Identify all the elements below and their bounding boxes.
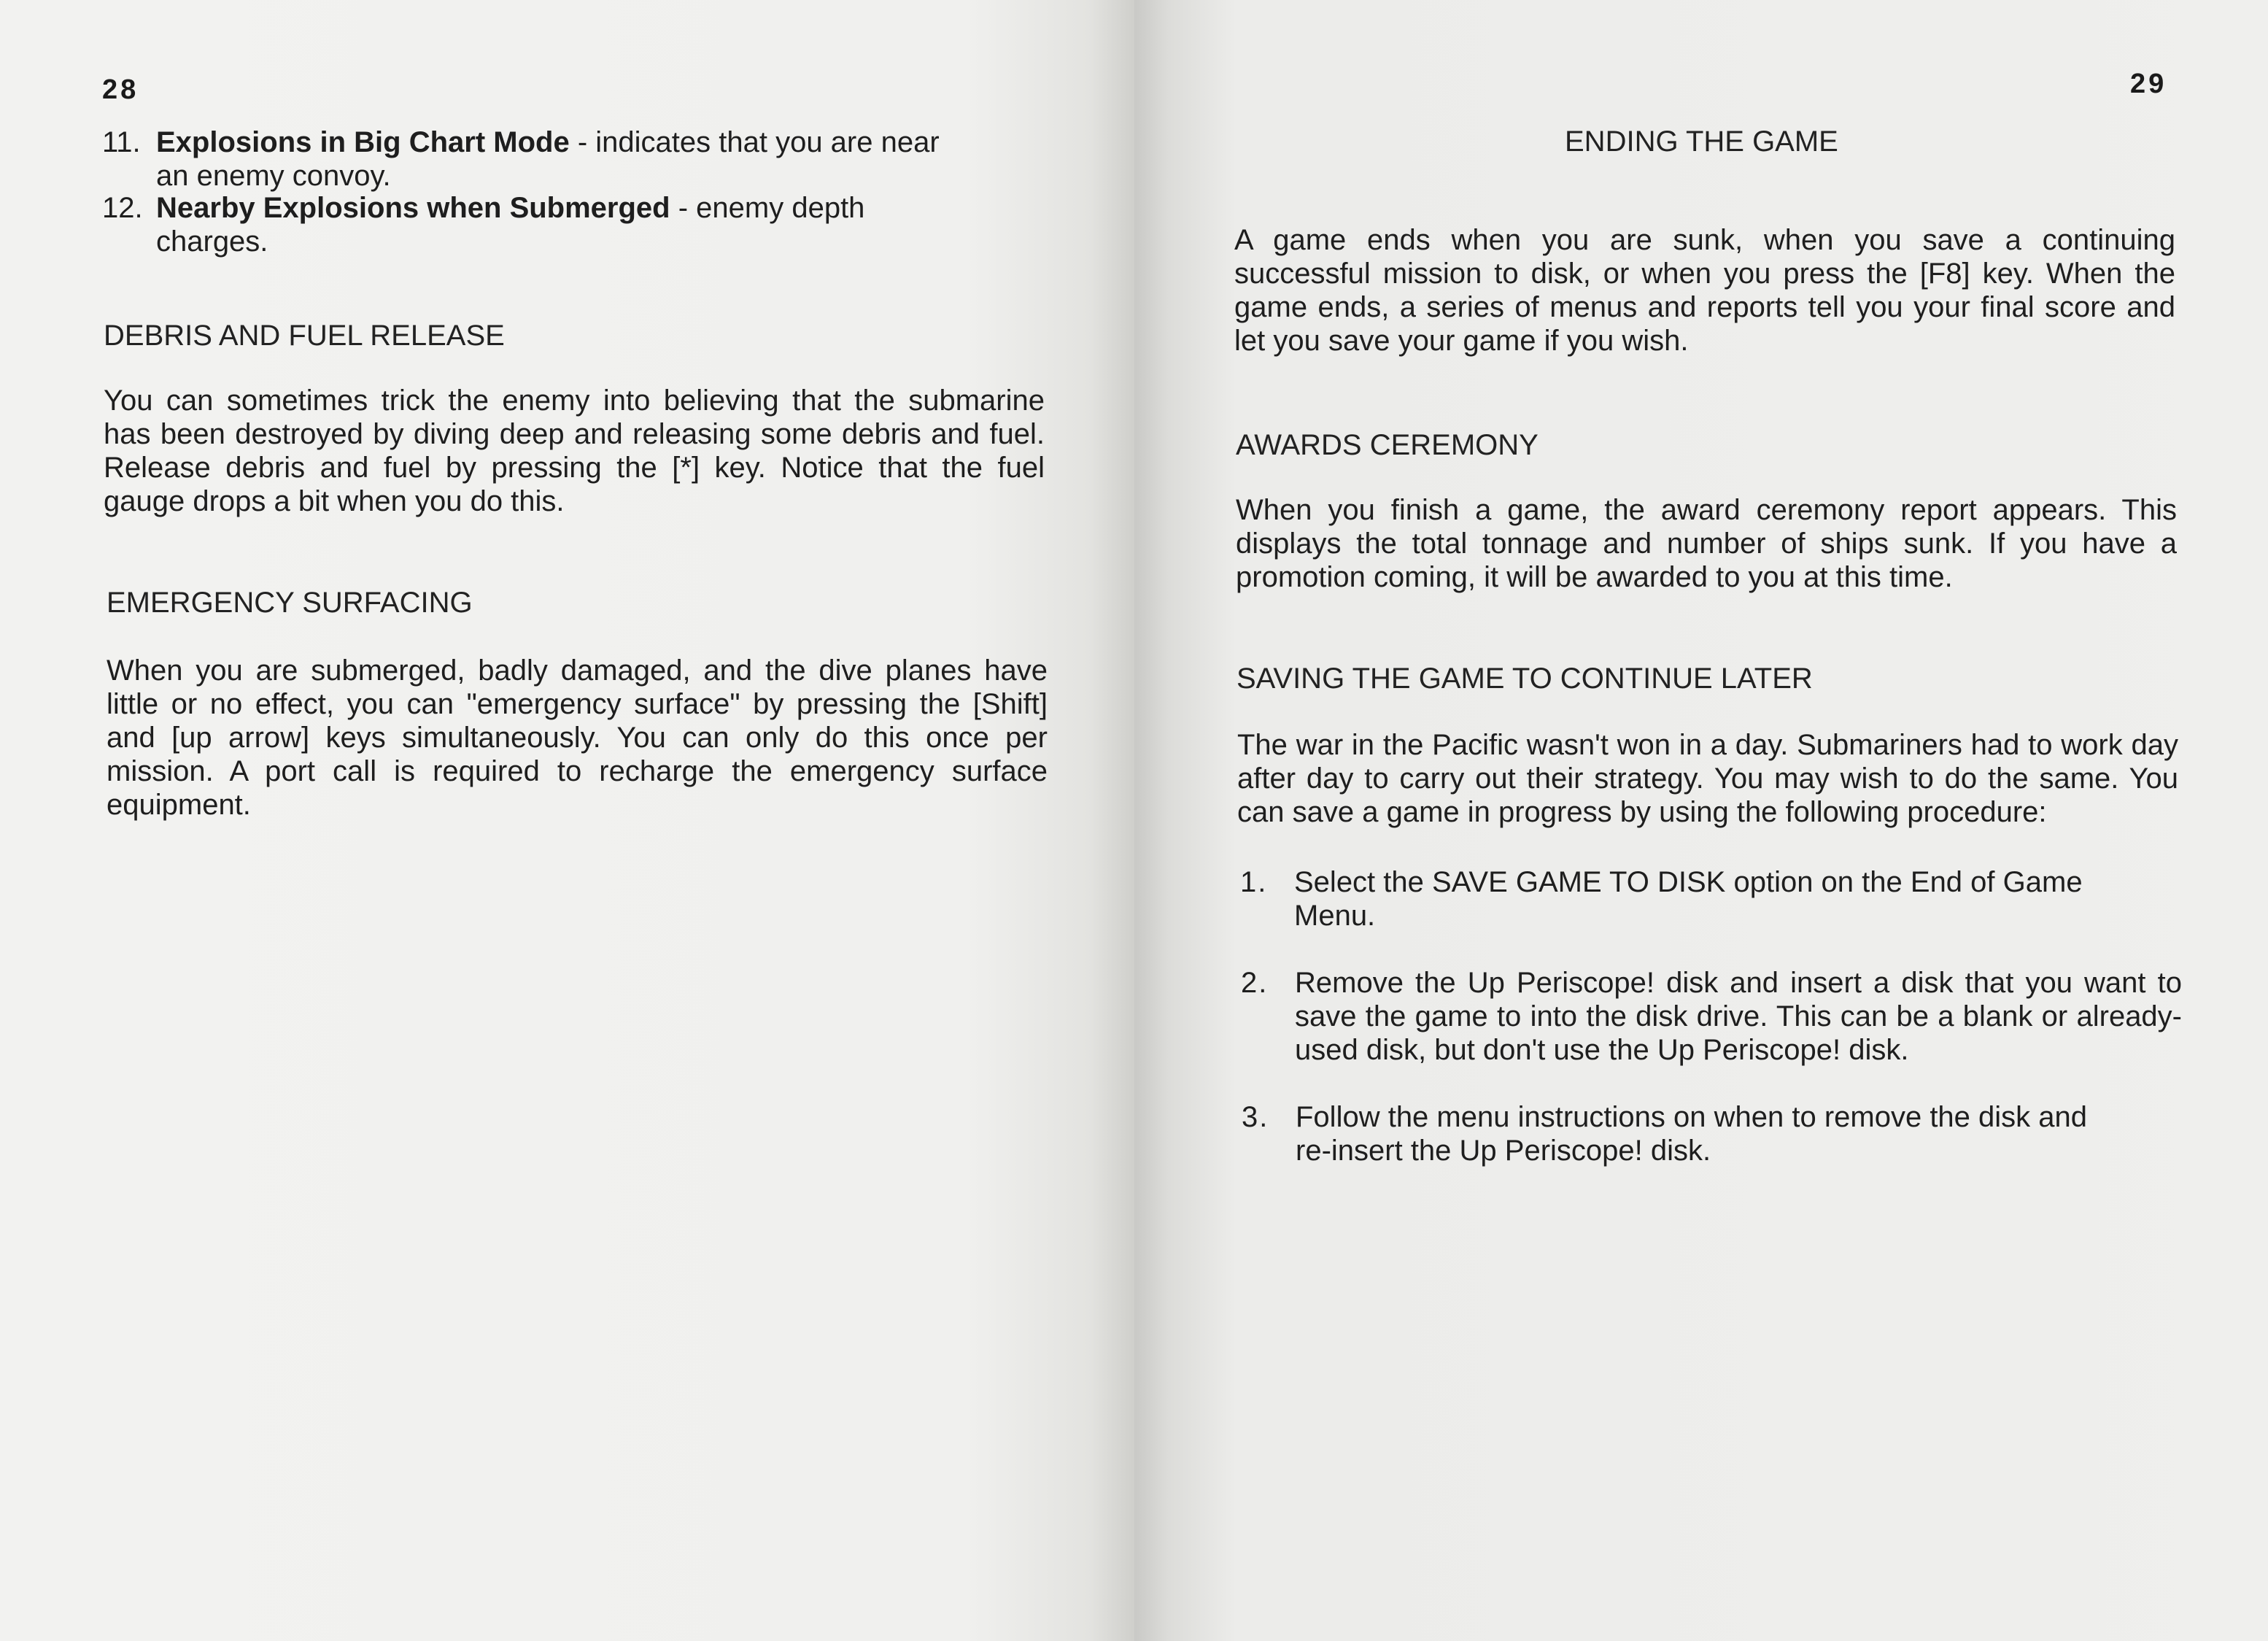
step-number: 3. xyxy=(1242,1101,1269,1133)
list-item-desc-line1: indicates that you are near xyxy=(595,126,940,158)
list-item xyxy=(1240,865,2181,933)
list-item-term: Nearby Explosions when Submerged xyxy=(156,192,670,224)
section-paragraph: You can sometimes trick the enemy into believing that the submarine has been destroyed by diving deep and releasing some debris and fuel. Release debris and fuel by pressing the [*] key. Notice that the fuel gauge drops a bit when you do this. xyxy=(104,385,1045,517)
list-item-body xyxy=(156,191,1043,258)
section-heading: SAVING THE GAME TO CONTINUE LATER xyxy=(1236,663,1813,695)
section-paragraph: The war in the Pacific wasn't won in a day. Submariners had to work day after day to carry out their strategy. You may wish to do the same. You can save a game in progress by using the following procedure: xyxy=(1237,729,2178,828)
intro-paragraph: A game ends when you are sunk, when you save a continuing successful mission to disk, or when you press the [F8] key. When the game ends, a series of menus and reports tell you your final score and let you save your game if you wish. xyxy=(1234,224,2175,357)
step-number: 1. xyxy=(1240,866,1268,898)
list-item xyxy=(1241,966,2182,1067)
list-item-desc-line2: charges. xyxy=(156,225,268,258)
list-item xyxy=(102,126,1043,193)
section-paragraph: When you finish a game, the award ceremony report appears. This displays the total tonnage and number of ships sunk. If you have a promotion coming, it will be awarded to you at this time. xyxy=(1236,494,2177,593)
page-title: ENDING THE GAME xyxy=(1565,126,1838,158)
step-text: Select the SAVE GAME TO DISK option on the End of Game Menu. xyxy=(1294,866,2083,932)
list-item-body xyxy=(156,126,1043,193)
list-item xyxy=(1242,1100,2183,1167)
page-number: 28 xyxy=(102,74,139,105)
step-text: Remove the Up Periscope! disk and insert a disk that you want to save the game to into the disk drive. This can be a blank or already-used disk, but don't use the Up Periscope! disk. xyxy=(1295,967,2182,1066)
list-item-separator: - xyxy=(670,192,697,224)
list-item xyxy=(102,191,1043,258)
list-item-separator: - xyxy=(569,126,596,158)
section-heading: EMERGENCY SURFACING xyxy=(107,587,473,619)
list-item-number: 12. xyxy=(102,192,143,224)
list-item-desc-line1: enemy depth xyxy=(696,192,865,224)
step-number: 2. xyxy=(1241,967,1269,999)
section-heading: AWARDS CEREMONY xyxy=(1236,429,1539,461)
list-item-desc-line2: an enemy convoy. xyxy=(156,160,391,192)
section-paragraph: When you are submerged, badly damaged, and the dive planes have little or no effect, you can "emergency surface" by pressing the [Shift] and [up arrow] keys simultaneously. You can only do this once per mission. A port call is required to recharge the emergency surface equipment. xyxy=(107,655,1048,821)
section-heading: DEBRIS AND FUEL RELEASE xyxy=(104,320,505,352)
list-item-number: 11. xyxy=(102,126,141,158)
page-number: 29 xyxy=(2130,69,2167,99)
list-item-term: Explosions in Big Chart Mode xyxy=(156,126,570,158)
step-text: Follow the menu instructions on when to remove the disk and re-insert the Up Periscope! disk. xyxy=(1296,1101,2088,1167)
right-page xyxy=(1134,0,2268,1641)
